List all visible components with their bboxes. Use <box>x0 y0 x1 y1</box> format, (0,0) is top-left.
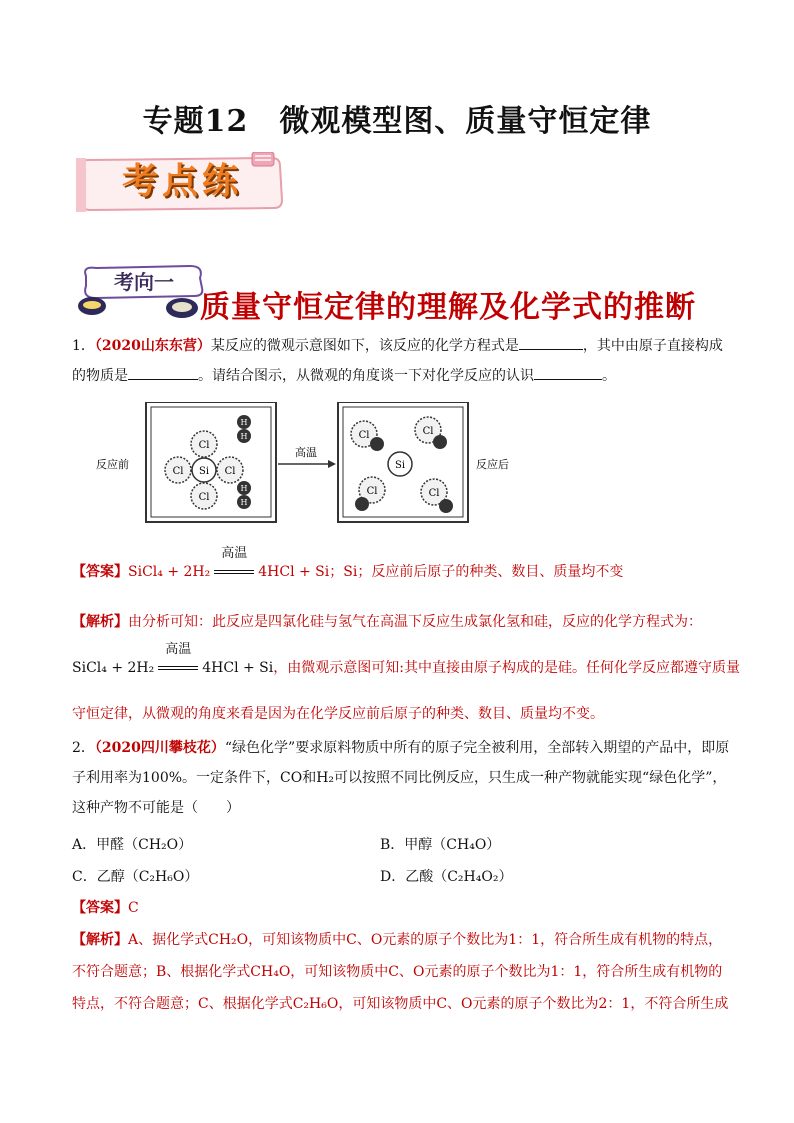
analysis-eq-arrow: 高温 <box>154 658 202 678</box>
svg-text:H: H <box>240 418 248 427</box>
before-label: 反应前 <box>96 458 129 471</box>
svg-text:Cl: Cl <box>198 440 210 451</box>
answer-rest: ；Si；反应前后原子的种类、数目、质量均不变 <box>329 564 624 580</box>
q2-analysis-line3: 特点，不符合题意；C、根据化学式C₂H₆O，可知该物质中C、O元素的原子个数比为2：1，不符合所生成 <box>72 996 729 1012</box>
q1-analysis-line2: SiCl₄ + 2H₂ 高温 4HCl + Si，由微观示意图可知:其中直接由原子构成的是硅。任何化学反应都遵守质量 <box>72 642 740 676</box>
svg-text:H: H <box>240 498 248 507</box>
q2-line3: 这种产物不可能是（ ） <box>72 800 240 816</box>
answer-eq-arrow <box>210 546 258 582</box>
q1-text-a: 某反应的微观示意图如下，该反应的化学方程式是 <box>210 338 519 354</box>
q1-number: 1． <box>72 338 95 354</box>
q2-answer: 【答案】C <box>72 900 139 916</box>
q1-analysis-line1: 【解析】由分析可知：此反应是四氯化硅与氢气在高温下反应生成氯化氢和硅，反应的化学方程式为： <box>72 614 702 630</box>
svg-text:Cl: Cl <box>198 492 210 503</box>
svg-text:Cl: Cl <box>428 488 440 499</box>
q2-line1: 2．（2020四川攀枝花）“绿色化学”要求原料物质中所有的原子完全被利用，全部转入期望的产品中，即原 <box>72 740 730 756</box>
q2-option-a[interactable]: A．甲醛（CH₂O） <box>72 837 193 853</box>
si-label: Si <box>198 466 210 477</box>
condition-label: 高温 <box>295 446 317 459</box>
q1-line2-a: 的物质是 <box>72 368 128 384</box>
q2-line2: 子利用率为100%。一定条件下，CO和H₂可以按照不同比例反应，只生成一种产物就能实现“绿色化学”， <box>72 770 727 786</box>
banner-label: 考点练 <box>121 161 242 202</box>
direction-badge <box>72 262 212 320</box>
q1-text-b: ，其中由原子直接构成 <box>582 338 723 354</box>
answer-condition: 高温 <box>221 546 248 561</box>
q2-option-b[interactable]: B．甲醇（CH₄O） <box>380 837 501 853</box>
q2-option-d[interactable]: D．乙酸（C₂H₄O₂） <box>380 869 513 885</box>
q1-analysis-line3: 守恒定律，从微观的角度来看是因为在化学反应前后原子的种类、数目、质量均不变。 <box>72 706 604 722</box>
after-label: 反应后 <box>476 458 509 471</box>
svg-text:Cl: Cl <box>172 466 184 477</box>
svg-text:Cl: Cl <box>366 486 378 497</box>
q1-line1 <box>72 335 723 356</box>
svg-text:Cl: Cl <box>422 426 434 437</box>
q1-blank-2[interactable] <box>128 365 198 380</box>
q1-blank-3[interactable] <box>534 365 602 380</box>
q1-blank-1[interactable] <box>519 335 583 350</box>
q2-answer-value: C <box>128 900 139 916</box>
q1-answer <box>72 546 624 582</box>
q1-line2-c: 。 <box>602 368 616 384</box>
answer-tag: 【答案】 <box>72 564 128 580</box>
svg-text:H: H <box>240 484 248 493</box>
svg-text:Cl: Cl <box>224 466 236 477</box>
answer-eq-right: 4HCl + Si <box>258 564 330 580</box>
q1-line2 <box>72 365 616 386</box>
section-banner <box>76 152 288 212</box>
q2-analysis-line2: 不符合题意；B、根据化学式CH₄O，可知该物质中C、O元素的原子个数比为1：1，符合所生成有机物的 <box>72 964 723 980</box>
reaction-diagram <box>94 402 514 530</box>
q1-line2-b: 。请结合图示，从微观的角度谈一下对化学反应的认识 <box>198 368 534 384</box>
q2-analysis-line1: 【解析】A、据化学式CH₂O，可知该物质中C、O元素的原子个数比为1：1，符合所生成有机物的特点， <box>72 932 723 948</box>
direction-heading: 质量守恒定律的理解及化学式的推断 <box>200 290 696 325</box>
svg-text:H: H <box>240 432 248 441</box>
answer-eq-left: SiCl₄ + 2H₂ <box>128 564 211 580</box>
svg-text:Si: Si <box>394 460 406 471</box>
analysis-tag: 【解析】 <box>72 614 128 630</box>
q1-source: （2020山东东营） <box>94 338 211 354</box>
q2-option-c[interactable]: C．乙醇（C₂H₆O） <box>72 869 199 885</box>
direction-label: 考向一 <box>114 270 174 294</box>
page-title: 专题12 微观模型图、质量守恒定律 <box>142 104 652 139</box>
svg-text:Cl: Cl <box>358 430 370 441</box>
